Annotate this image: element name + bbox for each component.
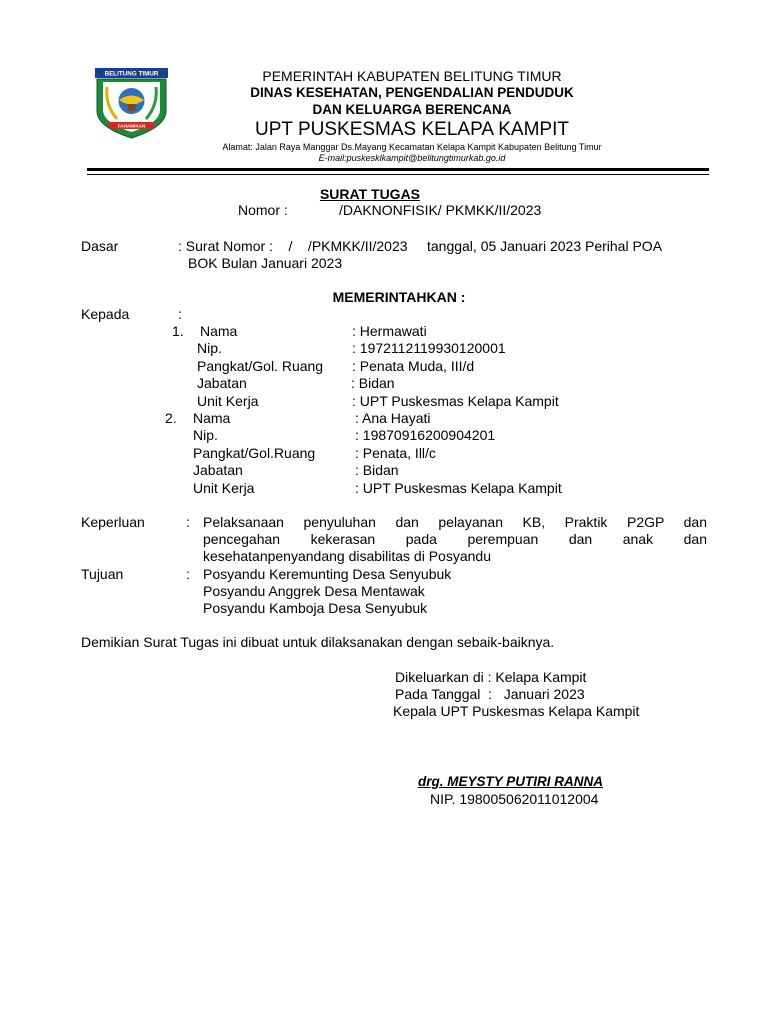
kepada-label: Kepada: [81, 306, 130, 322]
address-line: Alamat: Jalan Raya Manggar Ds.Mayang Kecamatan Kelapa Kampit Kabupaten Belitung Timur: [222, 142, 602, 152]
person-field-label: Nama: [193, 410, 231, 426]
person-field-value: : Penata Muda, III/d: [352, 358, 475, 374]
signatory-position: Kepala UPT Puskesmas Kelapa Kampit: [393, 703, 640, 719]
person-field-label: Nip.: [197, 340, 222, 356]
tujuan-item: Posyandu Kamboja Desa Senyubuk: [203, 600, 428, 616]
government-name: PEMERINTAH KABUPATEN BELITUNG TIMUR: [262, 68, 562, 84]
person-field-label: Unit Kerja: [193, 480, 255, 496]
keperluan-line2: pencegahan kekerasan pada perempuan dan anak dan: [203, 531, 707, 547]
nomor-value: /DAKNONFISIK/ PKMKK/II/2023: [339, 202, 542, 218]
dasar-line2: BOK Bulan Januari 2023: [188, 255, 343, 271]
header-rule-thin: [87, 174, 709, 175]
person-field-label: Pangkat/Gol. Ruang: [197, 358, 324, 374]
person-field-value: : UPT Puskesmas Kelapa Kampit: [352, 393, 559, 409]
person-field-value: : 19870916200904201: [355, 427, 496, 443]
document-title: SURAT TUGAS: [319, 186, 421, 202]
nomor-label: Nomor :: [238, 202, 288, 218]
person-field-value: : Bidan: [351, 375, 395, 391]
person-field-value: : Bidan: [355, 462, 399, 478]
closing-statement: Demikian Surat Tugas ini dibuat untuk dilaksanakan dengan sebaik-baiknya.: [81, 634, 555, 650]
tujuan-item: Posyandu Anggrek Desa Mentawak: [203, 583, 425, 599]
person-field-label: Nip.: [193, 427, 218, 443]
unit-name: UPT PUSKESMAS KELAPA KAMPIT: [255, 119, 569, 140]
issued-place: Dikeluarkan di : Kelapa Kampit: [395, 669, 587, 685]
logo-banner-text: BELITUNG TIMUR: [104, 70, 159, 78]
issued-date: Pada Tanggal : Januari 2023: [395, 686, 585, 702]
keperluan-line3: kesehatanpenyandang disabilitas di Posyandu: [203, 548, 491, 564]
person-field-label: Jabatan: [197, 375, 247, 391]
person-field-value: : Hermawati: [352, 323, 427, 339]
person-field-label: Unit Kerja: [197, 393, 259, 409]
department-name-line2: DAN KELUARGA BERENCANA: [312, 102, 512, 117]
person-number: 2.: [165, 410, 177, 426]
keperluan-line1: Pelaksanaan penyuluhan dan pelayanan KB, Praktik P2GP dan: [203, 514, 707, 530]
person-field-label: Jabatan: [193, 462, 243, 478]
tujuan-label: Tujuan: [81, 566, 124, 582]
person-field-value: : Ana Hayati: [355, 410, 431, 426]
department-name-line1: DINAS KESEHATAN, PENGENDALIAN PENDUDUK: [250, 85, 574, 100]
kepada-colon: :: [178, 306, 182, 322]
email-line: E-mail:puskesklkampit@belitungtimurkab.go.id: [318, 153, 506, 163]
dasar-label: Dasar: [81, 238, 119, 254]
person-field-value: : Penata, Ill/c: [355, 445, 436, 461]
keperluan-colon: :: [186, 514, 190, 530]
memerintahkan-heading: MEMERINTAHKAN :: [332, 289, 466, 305]
tujuan-colon: :: [186, 566, 190, 582]
person-field-label: Pangkat/Gol.Ruang: [193, 445, 316, 461]
person-field-label: Nama: [200, 323, 238, 339]
logo-ribbon-text: FAHAMIKAN: [117, 123, 146, 129]
person-field-value: : UPT Puskesmas Kelapa Kampit: [355, 480, 562, 496]
signatory-name: drg. MEYSTY PUTIRI RANNA: [418, 774, 604, 789]
regency-logo: [93, 67, 170, 139]
person-field-value: : 197211211993012000​1: [352, 340, 506, 356]
tujuan-item: Posyandu Keremunting Desa Senyubuk: [203, 566, 452, 582]
keperluan-label: Keperluan: [81, 514, 145, 530]
person-number: 1.: [172, 323, 184, 339]
dasar-line1: : Surat Nomor : / /PKMKK/II/2023 tanggal, 05 Januari 2023 Perihal POA: [178, 238, 663, 254]
header-rule-thick: [87, 168, 709, 171]
signatory-nip: NIP. 198005062011012004: [430, 791, 599, 807]
